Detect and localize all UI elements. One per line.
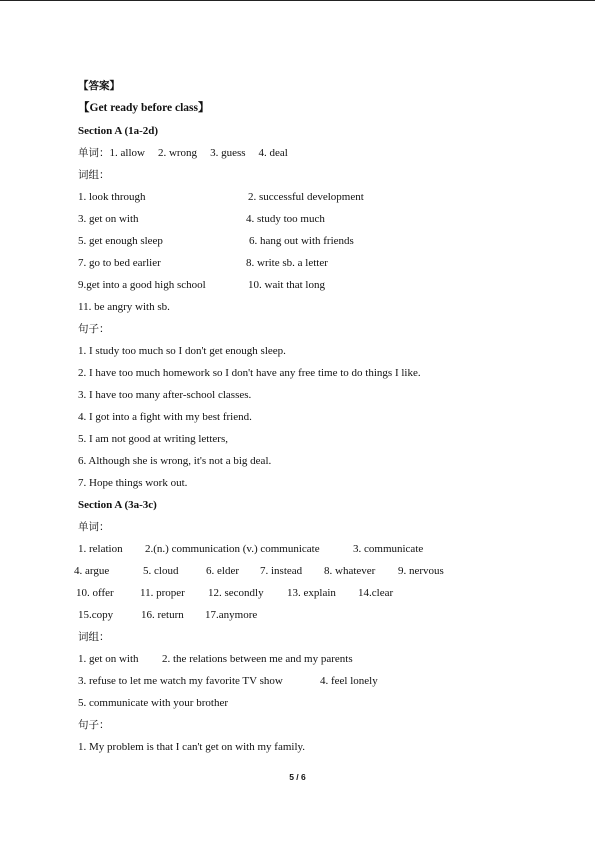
word-item: 5. cloud	[143, 565, 179, 577]
phrase-item: 7. go to bed earlier	[78, 257, 161, 269]
word-item: 7. instead	[260, 565, 303, 577]
sentence-item: 1. My problem is that I can't get on with my family.	[78, 741, 306, 753]
words-label: 单词：	[78, 147, 110, 159]
phrase-item: 10. wait that long	[248, 279, 325, 291]
word-item: 4. argue	[74, 565, 110, 577]
sentence-item: 4. I got into a fight with my best friend.	[78, 411, 252, 423]
word-item: 13. explain	[287, 587, 336, 599]
word-item: 6. elder	[206, 565, 239, 577]
word-item: 11. proper	[140, 587, 185, 599]
section-a1-sentences-label: 句子：	[78, 323, 110, 335]
answer-header: 【答案】	[78, 80, 120, 92]
section-a2-phrases-label: 词组：	[78, 631, 110, 643]
sentence-item: 1. I study too much so I don't get enough sleep.	[78, 345, 286, 357]
word-item: 2.(n.) communication (v.) communicate	[145, 543, 320, 555]
section-a2-title: Section A (3a-3c)	[78, 499, 157, 511]
word-item: 9. nervous	[398, 565, 444, 577]
phrase-item: 1. get on with	[78, 653, 139, 665]
section-a2-words-label: 单词：	[78, 521, 110, 533]
phrase-item: 9.get into a good high school	[78, 279, 206, 291]
word-item: 16. return	[141, 609, 184, 621]
phrase-item: 5. get enough sleep	[78, 235, 163, 247]
word-item: 1. relation	[78, 543, 123, 555]
phrase-item: 3. refuse to let me watch my favorite TV show	[78, 675, 283, 687]
phrase-item: 6. hang out with friends	[249, 235, 354, 247]
word-item: 2. wrong	[157, 147, 198, 159]
section-a2-sentences-label: 句子：	[78, 719, 110, 731]
word-item: 15.copy	[78, 609, 114, 621]
sentence-item: 7. Hope things work out.	[78, 477, 188, 489]
get-ready-header: 【Get ready before class】	[78, 102, 210, 114]
phrase-item: 2. the relations between me and my parents	[162, 653, 353, 665]
word-item: 17.anymore	[205, 609, 258, 621]
phrase-item: 4. feel lonely	[320, 675, 378, 687]
phrase-item: 11. be angry with sb.	[78, 301, 170, 313]
sentence-item: 6. Although she is wrong, it's not a big deal.	[78, 455, 272, 467]
section-a1-title: Section A (1a-2d)	[78, 125, 159, 137]
top-border-line	[0, 0, 595, 1]
phrase-item: 4. study too much	[246, 213, 325, 225]
phrase-item: 5. communicate with your brother	[78, 697, 228, 709]
section-a1-phrases-label: 词组：	[78, 169, 110, 181]
phrase-item: 2. successful development	[248, 191, 364, 203]
word-item: 12. secondly	[208, 587, 264, 599]
word-item: 3. guess	[210, 147, 246, 159]
phrase-item: 8. write sb. a letter	[246, 257, 328, 269]
sentence-item: 5. I am not good at writing letters,	[78, 433, 228, 445]
word-item: 4. deal	[258, 147, 288, 159]
sentence-item: 2. I have too much homework so I don't have any free time to do things I like.	[78, 367, 421, 379]
phrase-item: 3. get on with	[78, 213, 139, 225]
word-item: 1. allow	[109, 147, 145, 159]
phrase-item: 1. look through	[78, 191, 146, 203]
section-a1-words-line	[78, 146, 288, 160]
word-item: 8. whatever	[324, 565, 376, 577]
sentence-item: 3. I have too many after-school classes.	[78, 389, 252, 401]
page-number: 5 / 6	[289, 772, 306, 782]
word-item: 14.clear	[358, 587, 394, 599]
word-item: 10. offer	[76, 587, 114, 599]
word-item: 3. communicate	[353, 543, 424, 555]
